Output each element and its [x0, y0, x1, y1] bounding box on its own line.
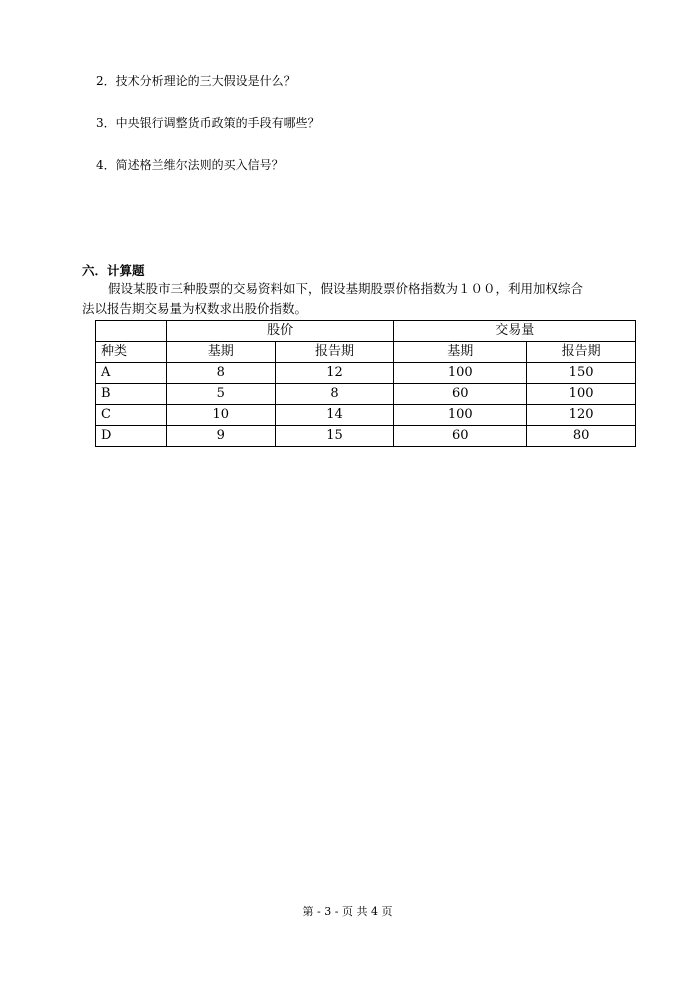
table-row [96, 384, 636, 405]
cell-type: B [96, 384, 167, 405]
problem-text-line-2: 法以报告期交易量为权数求出股价指数。 [82, 301, 308, 316]
cell-volume-base: 100 [394, 363, 527, 384]
cell-volume-report: 150 [527, 363, 636, 384]
cell-volume-report: 120 [527, 405, 636, 426]
cell-type: A [96, 363, 167, 384]
cell-volume-report: 80 [527, 426, 636, 447]
page-footer: 第 - 3 - 页 共 4 页 [302, 905, 393, 918]
cell-price-report: 15 [275, 426, 394, 447]
cell-price-base: 9 [166, 426, 275, 447]
cell-price-report: 12 [275, 363, 394, 384]
header-volume-report: 报告期 [527, 342, 636, 363]
problem-text-line-1: 假设某股市三种股票的交易资料如下，假设基期股票价格指数为１００，利用加权综合 [108, 281, 584, 296]
cell-volume-report: 100 [527, 384, 636, 405]
table-corner-cell [96, 321, 167, 342]
group-header-volume: 交易量 [394, 321, 636, 342]
cell-volume-base: 100 [394, 405, 527, 426]
header-type: 种类 [96, 342, 167, 363]
cell-type: D [96, 426, 167, 447]
table-row [96, 426, 636, 447]
cell-price-base: 10 [166, 405, 275, 426]
group-header-price: 股价 [166, 321, 394, 342]
cell-price-report: 14 [275, 405, 394, 426]
question-2: 2．技术分析理论的三大假设是什么？ [96, 74, 296, 88]
header-volume-base: 基期 [394, 342, 527, 363]
table-row [96, 405, 636, 426]
cell-price-base: 8 [166, 363, 275, 384]
header-price-base: 基期 [166, 342, 275, 363]
cell-type: C [96, 405, 167, 426]
table-sub-header-row [96, 342, 636, 363]
header-price-report: 报告期 [275, 342, 394, 363]
cell-price-base: 5 [166, 384, 275, 405]
cell-volume-base: 60 [394, 384, 527, 405]
cell-price-report: 8 [275, 384, 394, 405]
cell-volume-base: 60 [394, 426, 527, 447]
table-row [96, 363, 636, 384]
question-3: 3．中央银行调整货币政策的手段有哪些？ [96, 116, 320, 130]
stock-data-table [95, 320, 636, 447]
table-group-header-row [96, 321, 636, 342]
section-title: 六．计算题 [82, 263, 145, 278]
question-4: 4．简述格兰维尔法则的买入信号？ [96, 158, 284, 172]
